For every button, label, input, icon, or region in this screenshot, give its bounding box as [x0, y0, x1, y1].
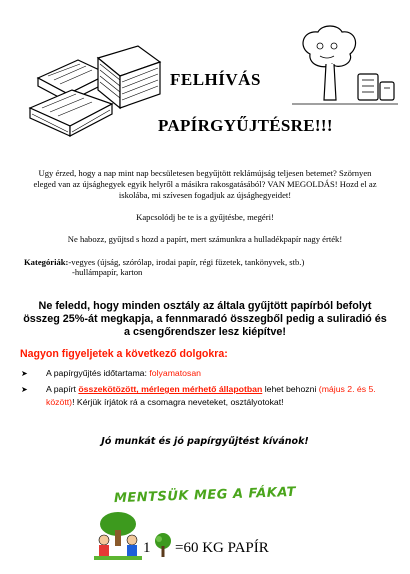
closing-text: Jó munkát és jó papírgyűjtést kívánok! [101, 436, 309, 447]
category-line-2: -hullámpapír, karton [72, 267, 143, 277]
item2-prefix: A papírt [46, 384, 79, 394]
intro-text [28, 168, 382, 256]
slogan: MENTSÜK MEG A FÁKAT [113, 484, 297, 507]
intro-paragraph-3: Ne habozz, gyűjtsd s hozd a papírt, mert számunkra a hulladékpapír nagy érték! [67, 234, 343, 244]
arrow-bullet-icon: ➤ [21, 369, 28, 378]
categories [24, 257, 304, 277]
small-tree-icon [153, 532, 173, 558]
item1-prefix: A papírgyűjtés időtartama: [46, 368, 150, 378]
list-item [20, 367, 396, 380]
rules-list [20, 367, 396, 412]
item2-middle: lehet behozni [262, 384, 319, 394]
list-item [20, 383, 396, 409]
item2-bold: összekötözött, mérlegen mérhető állapotban [78, 384, 263, 394]
category-line-1: -vegyes (újság, szórólap, irodai papír, régi füzetek, tankönyvek, stb.) [68, 257, 305, 267]
formula-one: 1 [143, 540, 151, 556]
kids-tree-icon [94, 510, 142, 560]
tree-characters-icon [292, 24, 398, 108]
formula-text: =60 KG PAPÍR [175, 540, 269, 556]
page-subtitle: PAPÍRGYŰJTÉSRE!!! [158, 116, 333, 135]
item2-suffix: ! Kérjük írjátok rá a csomagra neveteket, osztályotokat! [72, 397, 284, 407]
arrow-bullet-icon: ➤ [21, 385, 28, 394]
categories-label: Kategóriák: [24, 257, 69, 267]
intro-paragraph-1: Ugy érzed, hogy a nap mint nap becsületesen begyűjtött reklámújság teljesen betemet? Szörnyen eleged van az újsághegyek egyik helyről a másikra rakosgatásából? VAN MEGOLDÁS! Hozd el az iskolába, mi szívesen fogadjuk az újsághegyeidet! [33, 168, 377, 200]
newspaper-stacks-icon [28, 38, 166, 142]
item2-red: (május 2. és 5. között) [46, 384, 376, 407]
intro-paragraph-2: Kapcsolódj be te is a gyűjtésbe, megéri! [136, 212, 274, 222]
item1-value: folyamatosan [149, 368, 202, 378]
page-title: FELHÍVÁS [170, 70, 261, 89]
notice-text: Ne feledd, hogy minden osztály az általa gyűjtött papírból befolyt összeg 25%-át megkapja, a fennmaradó összegből pedig a suliradió és a csengőrendszer lesz kiépítve! [23, 300, 387, 338]
warning-heading: Nagyon figyeljetek a következő dolgokra: [20, 348, 228, 360]
